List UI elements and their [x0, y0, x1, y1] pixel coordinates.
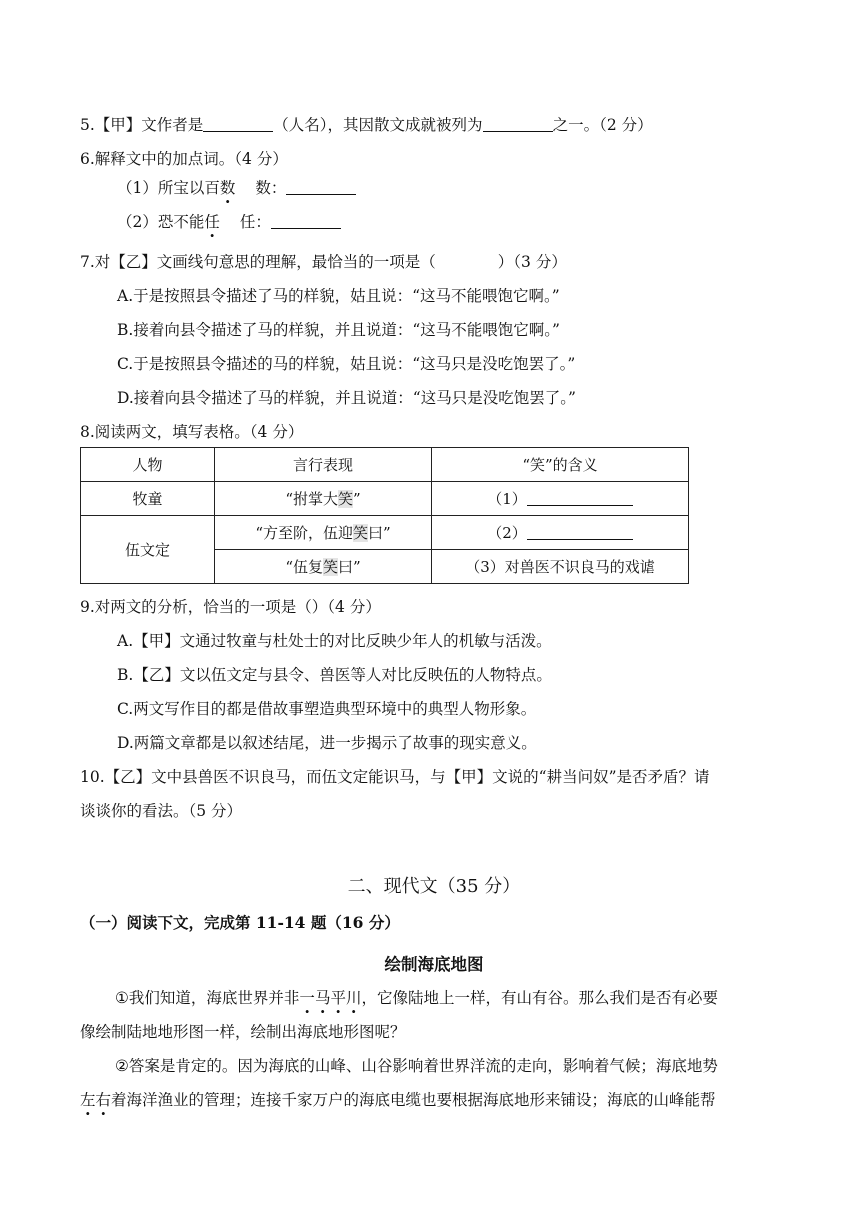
section-title: 二、现代文（35 分） — [347, 876, 521, 897]
question-7-option-c[interactable]: C.于是按照县令描述的马的样貌，姑且说：“这马只是没吃饱罢了。” — [117, 355, 576, 373]
dotted-char: 一 — [299, 989, 315, 1007]
question-8-table — [80, 447, 689, 584]
question-6-item-1 — [117, 176, 356, 198]
paragraph-1-line-2: 像绘制陆地地形图一样，绘制出海底地形图呢？ — [80, 1023, 406, 1041]
table-cell-action: “伍复笑曰” — [215, 550, 432, 584]
dotted-char: 左 — [80, 1091, 96, 1109]
table-header: “笑”的含义 — [432, 448, 689, 482]
q5-text-a: 5.【甲】文作者是 — [80, 116, 204, 134]
table-cell-meaning: （3）对兽医不识良马的戏谑 — [432, 550, 689, 584]
table-header: 人物 — [81, 448, 215, 482]
table-row — [81, 482, 689, 516]
dotted-phrase — [299, 989, 361, 1007]
dotted-char: 右 — [95, 1091, 112, 1109]
question-9-option-c[interactable]: C.两文写作目的都是借故事塑造典型环境中的典型人物形象。 — [117, 700, 537, 718]
question-5 — [80, 113, 653, 135]
answer-blank[interactable] — [527, 489, 633, 506]
question-7-option-b[interactable]: B.接着向县令描述了马的样貌，并且说道：“这马不能喂饱它啊。” — [117, 321, 560, 339]
question-9-option-a[interactable]: A.【甲】文通过牧童与杜处士的对比反映少年人的机敏与活泼。 — [117, 632, 552, 650]
paragraph-number: ② — [115, 1057, 129, 1075]
answer-blank[interactable] — [483, 115, 553, 132]
question-9-option-b[interactable]: B.【乙】文以伍文定与县令、兽医等人对比反映伍的人物特点。 — [117, 666, 552, 684]
answer-blank[interactable] — [203, 115, 273, 132]
answer-blank[interactable] — [527, 523, 633, 540]
q5-text-b: （人名），其因散文成就被列为 — [273, 116, 483, 134]
question-6-stem: 6.解释文中的加点词。（4 分） — [80, 150, 288, 168]
dotted-char: 马 — [314, 989, 331, 1007]
question-10-line-2: 谈谈你的看法。（5 分） — [80, 802, 243, 820]
table-cell-person: 伍文定 — [81, 516, 215, 584]
table-cell-person: 牧童 — [81, 482, 215, 516]
item-key: 数： — [255, 179, 287, 197]
answer-blank[interactable] — [271, 212, 341, 229]
question-8-stem: 8.阅读两文，填写表格。（4 分） — [80, 423, 304, 441]
table-cell-action: “拊掌大笑” — [215, 482, 432, 516]
table-header-row — [81, 448, 689, 482]
question-6-item-2 — [117, 210, 341, 232]
table-cell-action: “方至阶，伍迎笑曰” — [215, 516, 432, 550]
table-cell-meaning: （1） — [432, 482, 689, 516]
item-text: （2）恐不能 — [117, 213, 205, 231]
question-9-stem: 9.对两文的分析，恰当的一项是（）（4 分） — [80, 598, 381, 616]
table-cell-meaning: （2） — [432, 516, 689, 550]
answer-blank[interactable] — [286, 178, 356, 195]
paragraph-number: ① — [115, 989, 129, 1007]
item-key: 任： — [239, 213, 271, 231]
dotted-word: 任 — [204, 213, 220, 231]
question-10-line-1: 10.【乙】文中县兽医不识良马，而伍文定能识马，与【甲】文说的“耕当问奴”是否矛盾？请 — [80, 768, 710, 786]
article-title: 绘制海底地图 — [384, 955, 484, 974]
dotted-word: 数 — [219, 179, 236, 197]
item-text: （1）所宝以百 — [117, 179, 220, 197]
table-row — [81, 516, 689, 550]
part-heading: （一）阅读下文，完成第 11-14 题（16 分） — [80, 913, 400, 932]
dotted-phrase — [80, 1091, 111, 1109]
table-header: 言行表现 — [215, 448, 432, 482]
paragraph-1-line-1: ①我们知道，海底世界并非一马平川，它像陆地上一样，有山有谷。那么我们是否有必要 — [115, 989, 718, 1007]
dotted-char: 川 — [345, 989, 362, 1007]
q5-text-c: 之一。（2 分） — [552, 116, 653, 134]
question-7-option-d[interactable]: D.接着向县令描述了马的样貌，并且说道：“这马只是没吃饱罢了。” — [117, 389, 576, 407]
question-9-option-d[interactable]: D.两篇文章都是以叙述结尾，进一步揭示了故事的现实意义。 — [117, 734, 537, 752]
dotted-char: 平 — [330, 989, 346, 1007]
question-7-stem: 7.对【乙】文画线句意思的理解，最恰当的一项是（ ）（3 分） — [80, 253, 567, 271]
question-7-option-a[interactable]: A.于是按照县令描述了马的样貌，姑且说：“这马不能喂饱它啊。” — [117, 287, 560, 305]
paragraph-2-line-2: 左右着海洋渔业的管理；连接千家万户的海底电缆也要根据海底地形来铺设；海底的山峰能帮 — [80, 1091, 716, 1109]
paragraph-2-line-1: ②答案是肯定的。因为海底的山峰、山谷影响着世界洋流的走向，影响着气候；海底地势 — [115, 1057, 718, 1075]
